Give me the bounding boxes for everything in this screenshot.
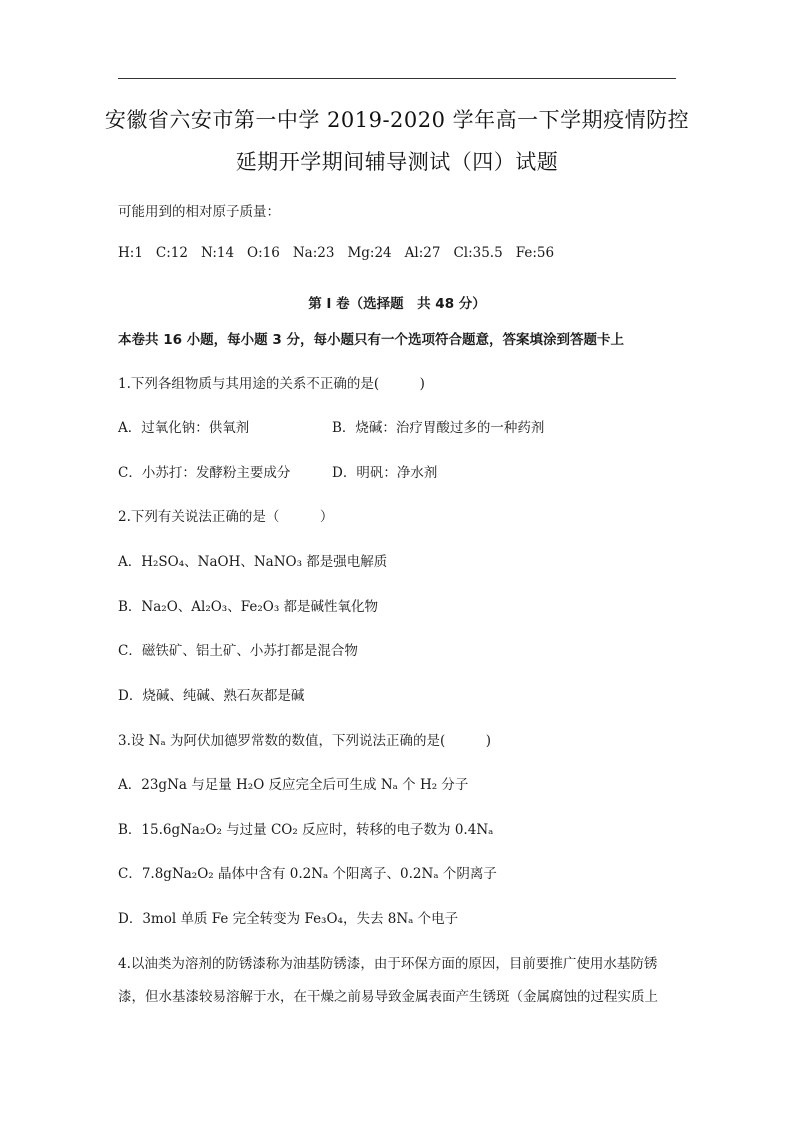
atomic-mass-item: N:14 <box>200 245 235 261</box>
question-2-option-c: C．磁铁矿、铝土矿、小苏打都是混合物 <box>118 643 358 659</box>
question-1-option-d: D．明矾：净水剂 <box>332 465 438 481</box>
section-instruction: 本卷共 16 小题，每小题 3 分，每小题只有一个选项符合题意，答案填涂到答题卡上 <box>118 332 624 348</box>
exam-title-line-1: 安徽省六安市第一中学 2019-2020 学年高一下学期疫情防控 <box>104 108 690 132</box>
question-3-stem: 3.设 Nₐ 为阿伏加德罗常数的数值，下列说法正确的是( ) <box>118 733 492 749</box>
question-2-option-b: B．Na₂O、Al₂O₃、Fe₂O₃ 都是碱性氧化物 <box>118 599 379 615</box>
atomic-mass-item: Mg:24 <box>347 245 392 261</box>
question-1-option-b: B．烧碱：治疗胃酸过多的一种药剂 <box>332 420 545 436</box>
question-1-stem: 1.下列各组物质与其用途的关系不正确的是( ) <box>118 376 425 392</box>
question-2-option-d: D．烧碱、纯碱、熟石灰都是碱 <box>118 688 305 704</box>
atomic-mass-list <box>118 245 567 261</box>
atomic-mass-item: Al:27 <box>404 245 441 261</box>
atomic-mass-item: Na:23 <box>292 245 335 261</box>
question-3-option-d: D．3mol 单质 Fe 完全转变为 Fe₃O₄，失去 8Nₐ 个电子 <box>118 911 459 927</box>
atomic-mass-item: O:16 <box>247 245 280 261</box>
question-3-option-a: A．23gNa 与足量 H₂O 反应完全后可生成 Nₐ 个 H₂ 分子 <box>118 777 469 793</box>
question-3-option-c: C．7.8gNa₂O₂ 晶体中含有 0.2Nₐ 个阳离子、0.2Nₐ 个阴离子 <box>118 866 497 882</box>
question-4-stem-line-2: 漆，但水基漆较易溶解于水，在干燥之前易导致金属表面产生锈斑（金属腐蚀的过程实质上 <box>118 989 658 1005</box>
atomic-mass-item: Fe:56 <box>515 245 555 261</box>
atomic-mass-label: 可能用到的相对原子质量： <box>118 204 280 220</box>
atomic-mass-item: H:1 <box>118 245 143 261</box>
question-4-stem-line-1: 4.以油类为溶剂的防锈漆称为油基防锈漆，由于环保方面的原因，目前要推广使用水基防锈 <box>118 956 658 972</box>
header-rule <box>118 78 676 79</box>
question-1-option-c: C．小苏打：发酵粉主要成分 <box>118 465 291 481</box>
question-3-option-b: B．15.6gNa₂O₂ 与过量 CO₂ 反应时，转移的电子数为 0.4Nₐ <box>118 822 494 838</box>
question-2-stem: 2.下列有关说法正确的是（ ） <box>118 509 334 525</box>
exam-title-line-2: 延期开学期间辅导测试（四）试题 <box>235 150 559 174</box>
question-1-option-a: A．过氧化钠：供氧剂 <box>118 420 250 436</box>
question-2-option-a: A．H₂SO₄、NaOH、NaNO₃ 都是强电解质 <box>118 554 388 570</box>
atomic-mass-item: Cl:35.5 <box>453 245 503 261</box>
atomic-mass-item: C:12 <box>155 245 188 261</box>
section-title: 第 I 卷（选择题 共 48 分） <box>308 296 486 312</box>
